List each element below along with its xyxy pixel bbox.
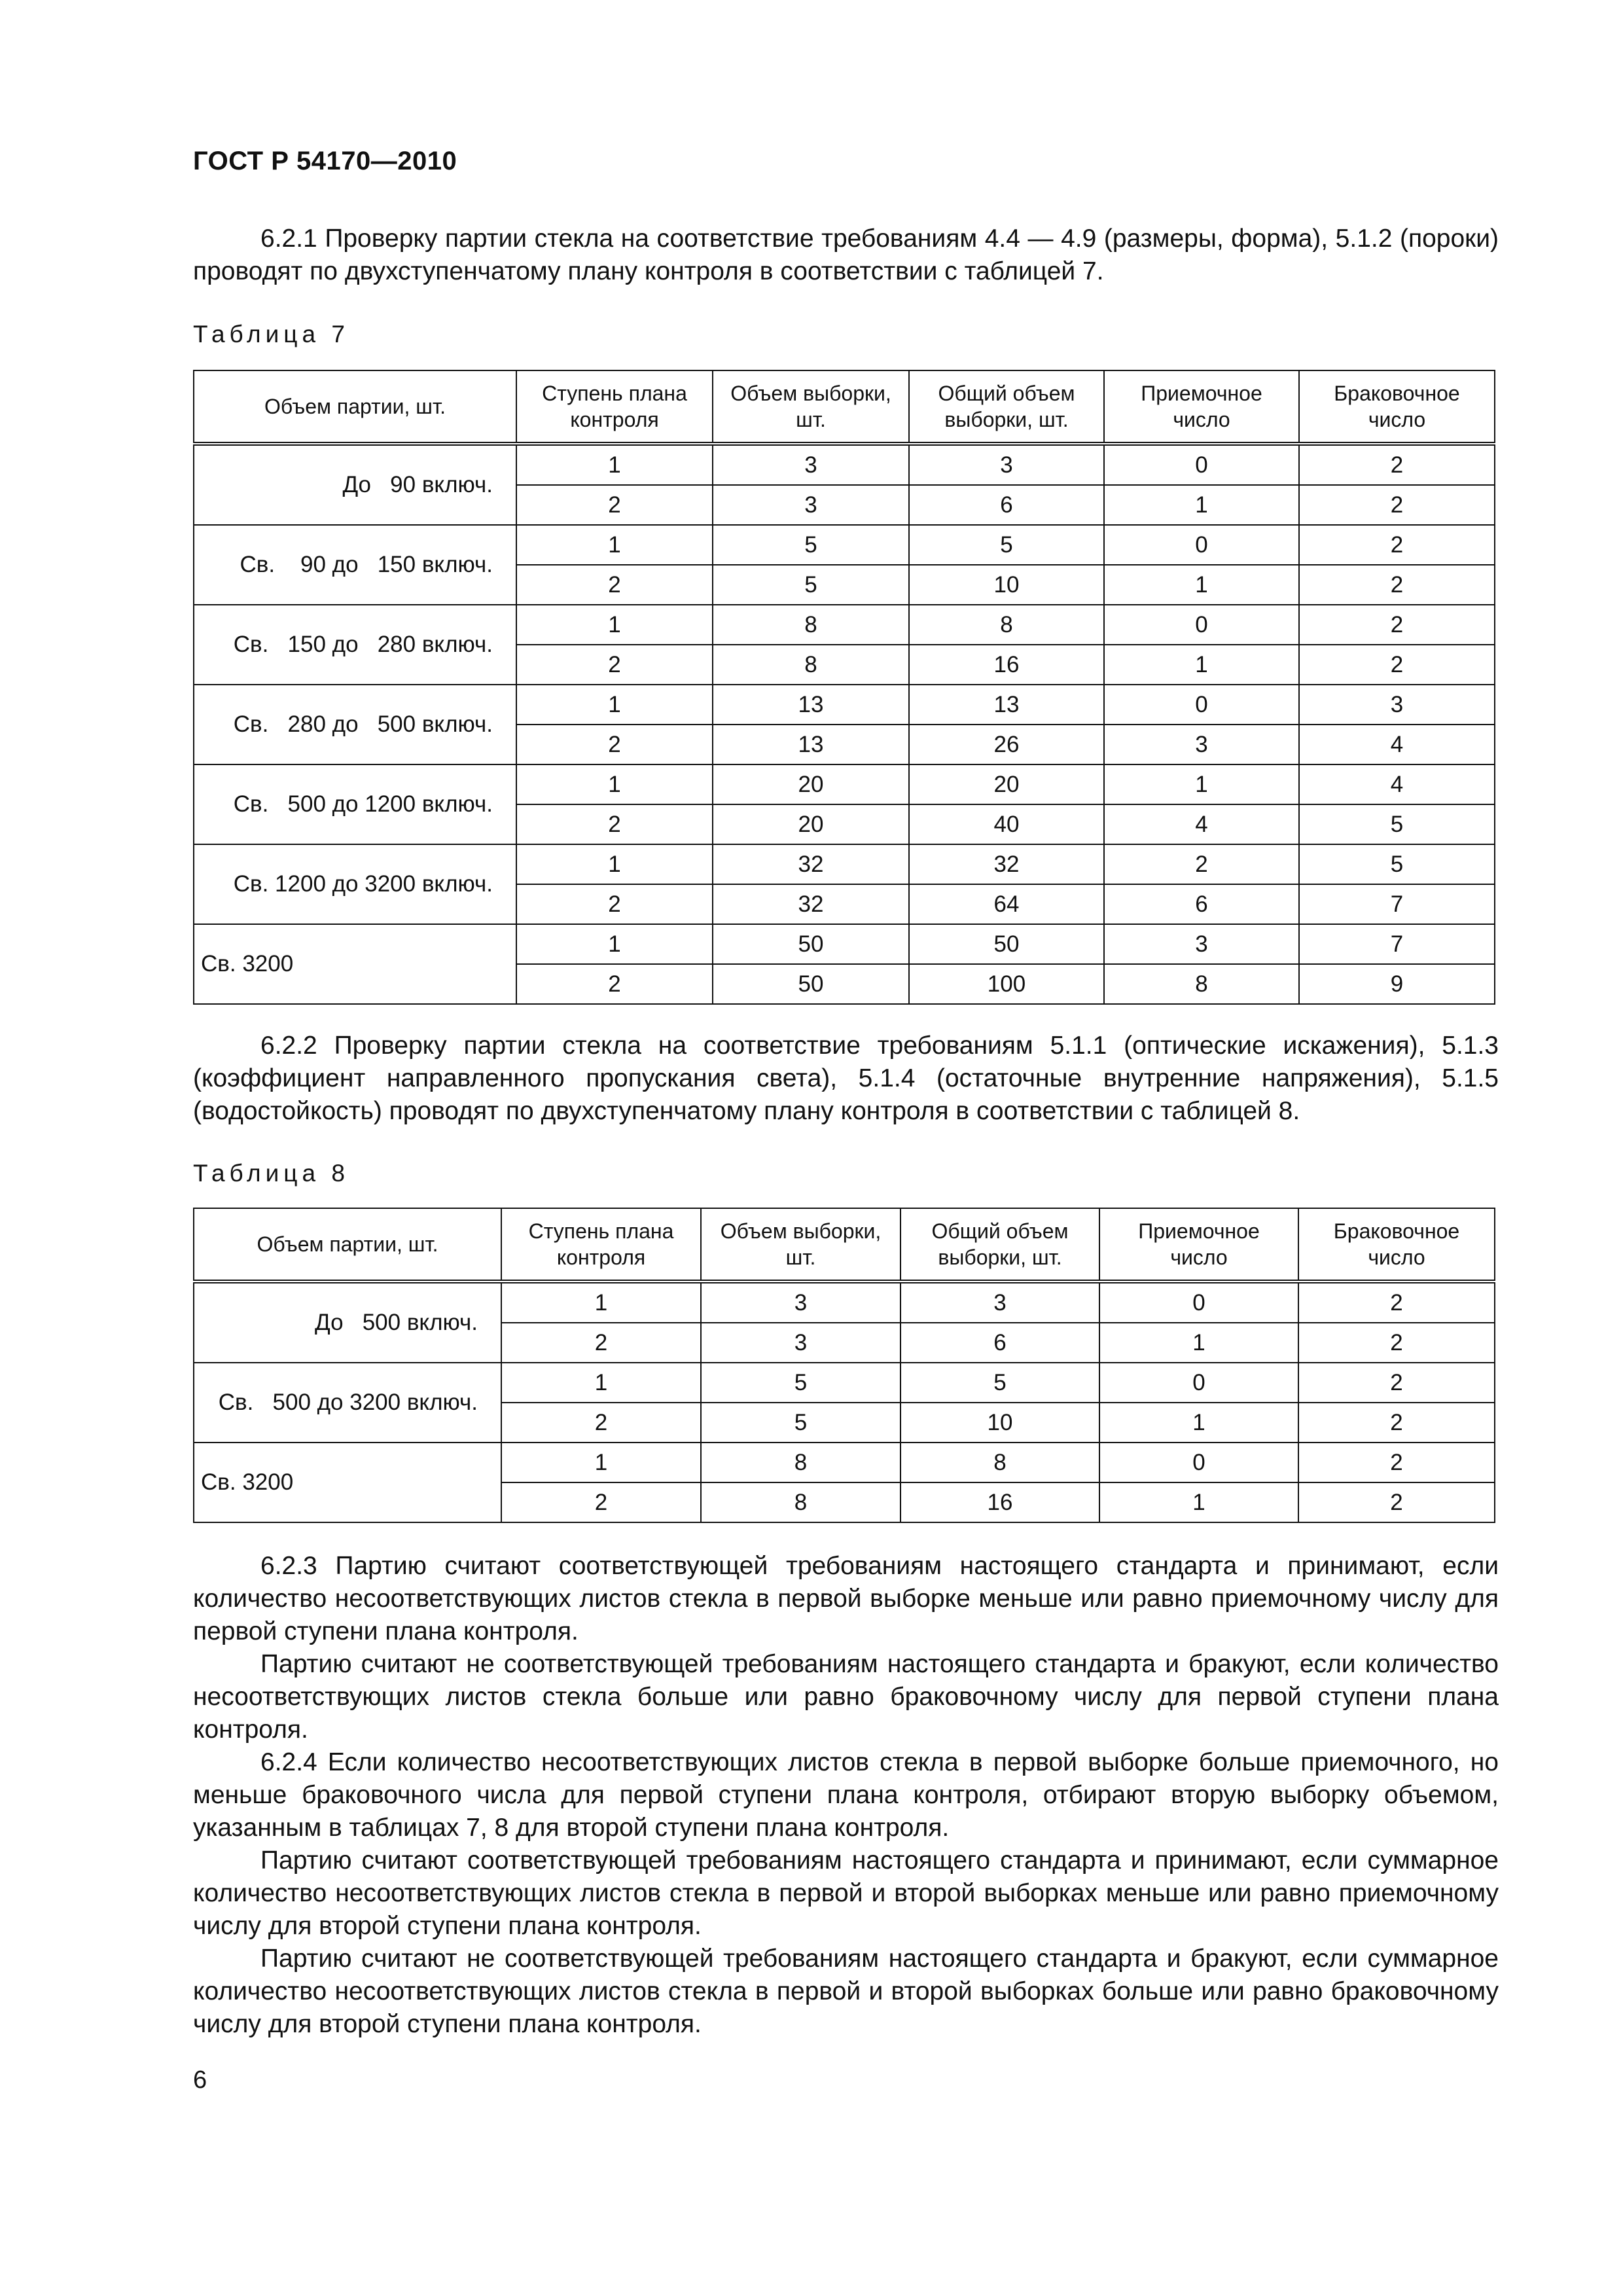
rejection-number-cell: 2: [1298, 1363, 1495, 1403]
total-sample-cell: 64: [909, 884, 1104, 924]
acceptance-number-cell: 6: [1104, 884, 1299, 924]
paragraph-6-2-3-reject: Партию считают не соответствующей требованиям настоящего стандарта и бракуют, если количество несоответствующих листов стекла больше или равно браковочному числу для первой ступени плана контроля.: [193, 1650, 1499, 1744]
total-sample-cell: 20: [909, 764, 1104, 804]
table-8-caption: Таблица 8: [193, 1160, 349, 1187]
acceptance-number-cell: 1: [1104, 764, 1299, 804]
rejection-number-cell: 2: [1298, 1403, 1495, 1443]
acceptance-number-cell: 0: [1104, 444, 1299, 485]
total-sample-cell: 6: [901, 1323, 1099, 1363]
table-row: [194, 525, 1495, 565]
sample-size-cell: 8: [701, 1443, 901, 1482]
stage-cell: 2: [501, 1482, 701, 1522]
total-sample-cell: 8: [909, 605, 1104, 645]
table-row: [194, 685, 1495, 725]
total-sample-cell: 40: [909, 804, 1104, 844]
rejection-number-cell: 7: [1299, 884, 1495, 924]
stage-cell: 2: [516, 884, 713, 924]
rejection-number-cell: 2: [1299, 444, 1495, 485]
header-stage: Ступень плана контроля: [501, 1208, 701, 1282]
lot-size-cell: До 500 включ.: [194, 1282, 501, 1363]
sample-size-cell: 3: [713, 485, 909, 525]
table-8-body: [194, 1282, 1495, 1522]
acceptance-number-cell: 8: [1104, 964, 1299, 1004]
total-sample-cell: 10: [909, 565, 1104, 605]
acceptance-number-cell: 1: [1099, 1323, 1298, 1363]
paragraph-6-2-2: 6.2.2 Проверку партии стекла на соответствие требованиям 5.1.1 (оптические искажения), 5.1.3 (коэффициент направленного пропускания света), 5.1.4 (остаточные внутренние напряжения), 5.1.5 (водостойкость) проводят по двухступенчатому плану контроля в соответствии с таблицей 8.: [193, 1031, 1499, 1125]
lot-size-cell: Св. 150 до 280 включ.: [194, 605, 516, 685]
stage-cell: 1: [516, 444, 713, 485]
acceptance-number-cell: 0: [1099, 1282, 1298, 1323]
rejection-number-cell: 4: [1299, 725, 1495, 764]
total-sample-cell: 16: [909, 645, 1104, 685]
total-sample-cell: 32: [909, 844, 1104, 884]
rejection-number-cell: 2: [1298, 1482, 1495, 1522]
acceptance-number-cell: 0: [1099, 1363, 1298, 1403]
table-row: [194, 444, 1495, 485]
total-sample-cell: 3: [909, 444, 1104, 485]
header-sample-size: Объем выборки, шт.: [701, 1208, 901, 1282]
total-sample-cell: 3: [901, 1282, 1099, 1323]
paragraph-6-2-3: 6.2.3 Партию считают соответствующей требованиям настоящего стандарта и принимают, если количество несоответствующих листов стекла в первой выборке меньше или равно приемочному числу для первой ступени плана контроля.: [193, 1552, 1499, 1645]
page-number: 6: [193, 2066, 207, 2094]
sample-size-cell: 13: [713, 725, 909, 764]
header-rejection-number: Браковочное число: [1298, 1208, 1495, 1282]
rejection-number-cell: 2: [1299, 645, 1495, 685]
rejection-number-cell: 2: [1299, 565, 1495, 605]
sample-size-cell: 20: [713, 764, 909, 804]
acceptance-number-cell: 0: [1104, 605, 1299, 645]
stage-cell: 2: [516, 565, 713, 605]
rejection-number-cell: 2: [1298, 1282, 1495, 1323]
header-lot-size: Объем партии, шт.: [194, 1208, 501, 1282]
rejection-number-cell: 2: [1299, 525, 1495, 565]
paragraph-6-2-1: 6.2.1 Проверку партии стекла на соответствие требованиям 4.4 — 4.9 (размеры, форма), 5.1.2 (пороки) проводят по двухступенчатому плану контроля в соответствии с таблицей 7.: [193, 224, 1499, 285]
lot-size-cell: Св. 500 до 1200 включ.: [194, 764, 516, 844]
rejection-number-cell: 5: [1299, 804, 1495, 844]
stage-cell: 2: [516, 804, 713, 844]
acceptance-number-cell: 0: [1099, 1443, 1298, 1482]
sample-size-cell: 3: [701, 1323, 901, 1363]
header-total-sample: Общий объем выборки, шт.: [909, 370, 1104, 444]
total-sample-cell: 10: [901, 1403, 1099, 1443]
total-sample-cell: 16: [901, 1482, 1099, 1522]
sample-size-cell: 5: [713, 525, 909, 565]
table-row: [194, 1443, 1495, 1482]
sample-size-cell: 32: [713, 844, 909, 884]
rejection-number-cell: 3: [1299, 685, 1495, 725]
stage-cell: 2: [516, 964, 713, 1004]
rejection-number-cell: 2: [1298, 1443, 1495, 1482]
sample-size-cell: 5: [701, 1403, 901, 1443]
header-total-sample: Общий объем выборки, шт.: [901, 1208, 1099, 1282]
sample-size-cell: 13: [713, 685, 909, 725]
header-stage: Ступень плана контроля: [516, 370, 713, 444]
paragraph-6-2-4: 6.2.4 Если количество несоответствующих листов стекла в первой выборке больше приемочного, но меньше браковочного числа для первой ступени плана контроля, отбирают вторую выборку объемом, указанным в таблицах 7, 8 для второй ступени плана контроля.: [193, 1748, 1499, 1842]
total-sample-cell: 5: [901, 1363, 1099, 1403]
lot-size-cell: Св. 280 до 500 включ.: [194, 685, 516, 764]
total-sample-cell: 13: [909, 685, 1104, 725]
rejection-number-cell: 2: [1298, 1323, 1495, 1363]
total-sample-cell: 50: [909, 924, 1104, 964]
stage-cell: 1: [516, 525, 713, 565]
acceptance-number-cell: 1: [1099, 1482, 1298, 1522]
acceptance-number-cell: 2: [1104, 844, 1299, 884]
lot-size-cell: Св. 1200 до 3200 включ.: [194, 844, 516, 924]
sample-size-cell: 8: [701, 1482, 901, 1522]
sample-size-cell: 20: [713, 804, 909, 844]
total-sample-cell: 26: [909, 725, 1104, 764]
lot-size-cell: Св. 3200: [194, 924, 516, 1004]
table-row: [194, 1282, 1495, 1323]
stage-cell: 2: [501, 1323, 701, 1363]
lot-size-cell: До 90 включ.: [194, 444, 516, 525]
sample-size-cell: 3: [701, 1282, 901, 1323]
stage-cell: 2: [516, 725, 713, 764]
sample-size-cell: 50: [713, 924, 909, 964]
sample-size-cell: 5: [713, 565, 909, 605]
acceptance-number-cell: 3: [1104, 725, 1299, 764]
stage-cell: 2: [501, 1403, 701, 1443]
stage-cell: 1: [501, 1443, 701, 1482]
header-lot-size: Объем партии, шт.: [194, 370, 516, 444]
table-8: [193, 1208, 1495, 1523]
sample-size-cell: 8: [713, 645, 909, 685]
table-row: [194, 764, 1495, 804]
table-row: [194, 924, 1495, 964]
total-sample-cell: 5: [909, 525, 1104, 565]
acceptance-number-cell: 3: [1104, 924, 1299, 964]
stage-cell: 1: [516, 685, 713, 725]
sample-size-cell: 50: [713, 964, 909, 1004]
table-row: [194, 1363, 1495, 1403]
acceptance-number-cell: 4: [1104, 804, 1299, 844]
sample-size-cell: 5: [701, 1363, 901, 1403]
stage-cell: 1: [516, 605, 713, 645]
table-row: [194, 844, 1495, 884]
total-sample-cell: 6: [909, 485, 1104, 525]
stage-cell: 1: [501, 1363, 701, 1403]
document-header: ГОСТ Р 54170—2010: [193, 147, 457, 175]
total-sample-cell: 100: [909, 964, 1104, 1004]
header-acceptance-number: Приемочное число: [1104, 370, 1299, 444]
lot-size-cell: Св. 90 до 150 включ.: [194, 525, 516, 605]
rejection-number-cell: 2: [1299, 605, 1495, 645]
stage-cell: 2: [516, 645, 713, 685]
paragraph-6-2-4-reject: Партию считают не соответствующей требованиям настоящего стандарта и бракуют, если суммарное количество несоответствующих листов стекла в первой и второй выборках больше или равно браковочному числу для второй ступени плана контроля.: [193, 1945, 1499, 2038]
total-sample-cell: 8: [901, 1443, 1099, 1482]
header-sample-size: Объем выборки, шт.: [713, 370, 909, 444]
lot-size-cell: Св. 500 до 3200 включ.: [194, 1363, 501, 1443]
paragraph-6-2-4-accept: Партию считают соответствующей требованиям настоящего стандарта и принимают, если суммарное количество несоответствующих листов стекла в первой и второй выборках меньше или равно приемочному числу для второй ступени плана контроля.: [193, 1846, 1499, 1940]
rejection-number-cell: 4: [1299, 764, 1495, 804]
lot-size-cell: Св. 3200: [194, 1443, 501, 1522]
acceptance-number-cell: 1: [1099, 1403, 1298, 1443]
stage-cell: 1: [516, 924, 713, 964]
sample-size-cell: 32: [713, 884, 909, 924]
sample-size-cell: 3: [713, 444, 909, 485]
header-rejection-number: Браковочное число: [1299, 370, 1495, 444]
acceptance-number-cell: 0: [1104, 525, 1299, 565]
stage-cell: 2: [516, 485, 713, 525]
rejection-number-cell: 9: [1299, 964, 1495, 1004]
rejection-number-cell: 7: [1299, 924, 1495, 964]
stage-cell: 1: [501, 1282, 701, 1323]
sample-size-cell: 8: [713, 605, 909, 645]
acceptance-number-cell: 1: [1104, 565, 1299, 605]
table-7: [193, 370, 1495, 1005]
acceptance-number-cell: 1: [1104, 645, 1299, 685]
header-acceptance-number: Приемочное число: [1099, 1208, 1298, 1282]
rejection-number-cell: 5: [1299, 844, 1495, 884]
stage-cell: 1: [516, 844, 713, 884]
acceptance-number-cell: 0: [1104, 685, 1299, 725]
acceptance-number-cell: 1: [1104, 485, 1299, 525]
table-7-body: [194, 444, 1495, 1004]
table-row: [194, 605, 1495, 645]
stage-cell: 1: [516, 764, 713, 804]
rejection-number-cell: 2: [1299, 485, 1495, 525]
table-7-caption: Таблица 7: [193, 321, 349, 348]
